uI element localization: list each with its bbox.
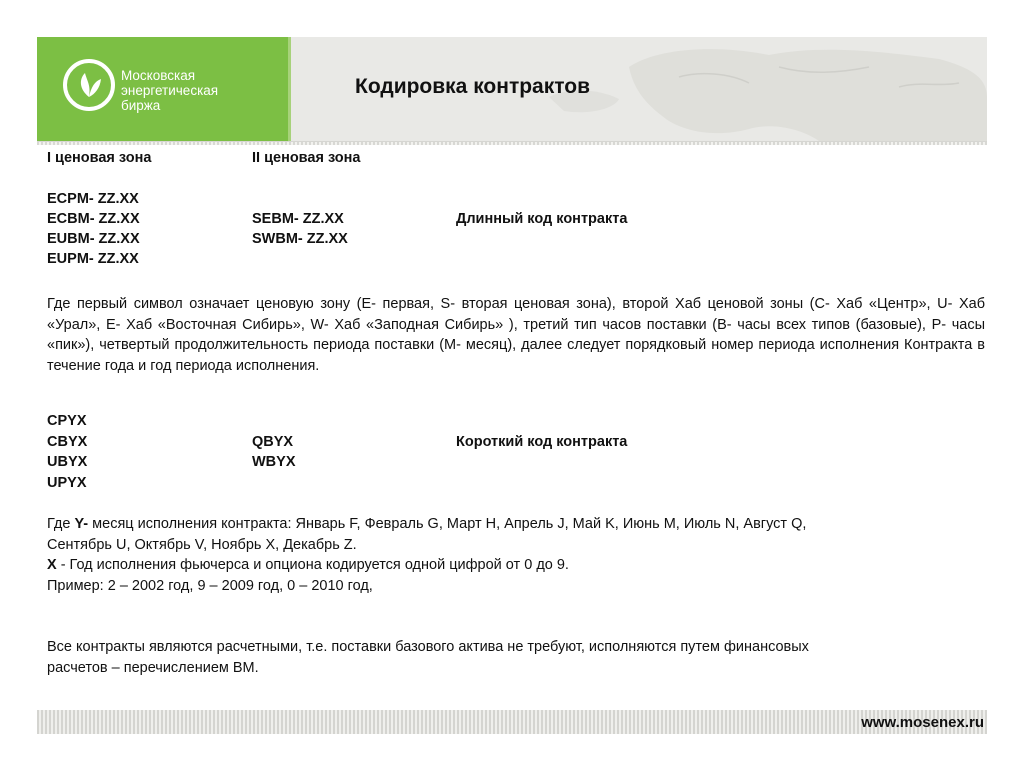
year-legend (47, 557, 569, 573)
long-code-label: Длинный код контракта (456, 211, 628, 227)
long-code-description: Где первый символ означает ценовую зону (E- первая, S- вторая ценовая зона), второй Хаб ценовой зоны (С- Хаб «Центр», U- Хаб «Урал», E- Хаб «Восточная Сибирь», W- Хаб «Заподная Сибирь» ), третий тип часов поставки (B- часы всех типов (базовые), P- часы «пик»), четвертый продолжительность периода поставки (M- месяц), далее следует порядковый номер периода исполнения Контракта в течение года и год периода исполнения. (47, 296, 985, 374)
month-legend-prefix: Где (47, 516, 75, 532)
short-code: CBYX (47, 434, 88, 450)
zone1-heading: I ценовая зона (47, 150, 152, 166)
month-legend (47, 516, 806, 532)
long-code: SEBM- ZZ.XX (252, 211, 344, 227)
settlement-note-line-2: расчетов – перечислением ВМ. (47, 660, 259, 676)
settlement-note-line-1: Все контракты являются расчетными, т.е. поставки базового актива не требуют, исполняются путем финансовых (47, 639, 809, 655)
exchange-logo[interactable] (37, 37, 291, 141)
long-code: SWBM- ZZ.XX (252, 231, 348, 247)
logo-text (121, 68, 218, 113)
short-code: UBYX (47, 454, 88, 470)
zone2-heading: II ценовая зона (252, 150, 361, 166)
year-example: Пример: 2 – 2002 год, 9 – 2009 год, 0 – 2010 год, (47, 578, 373, 594)
short-code-label: Короткий код контракта (456, 434, 628, 450)
page-title: Кодировка контрактов (355, 75, 590, 98)
short-code: UPYX (47, 475, 87, 491)
short-code: CPYX (47, 413, 87, 429)
long-code: ECPM- ZZ.XX (47, 191, 139, 207)
logo-line-2: энергетическая (121, 83, 219, 98)
short-code: WBYX (252, 454, 296, 470)
logo-emblem-icon (63, 59, 115, 111)
month-legend-text: месяц исполнения контракта: Январь F, Февраль G, Март H, Апрель J, Май K, Июнь M, Июль N, Август Q, (88, 516, 807, 532)
long-code: EUBM- ZZ.XX (47, 231, 140, 247)
logo-line-3: биржа (121, 98, 161, 113)
year-legend-text: - Год исполнения фьючерса и опциона кодируется одной цифрой от 0 до 9. (56, 557, 569, 573)
footer-website-link[interactable]: www.mosenex.ru (861, 714, 984, 731)
footer-bar (37, 710, 987, 734)
month-legend-continued: Сентябрь U, Октябрь V, Ноябрь X, Декабрь Z. (47, 537, 357, 553)
logo-line-1: Московская (121, 68, 196, 83)
long-code: EUPM- ZZ.XX (47, 251, 139, 267)
short-code: QBYX (252, 434, 294, 450)
y-symbol: Y- (74, 516, 89, 532)
x-symbol: X (47, 557, 57, 573)
long-code: ECBM- ZZ.XX (47, 211, 140, 227)
